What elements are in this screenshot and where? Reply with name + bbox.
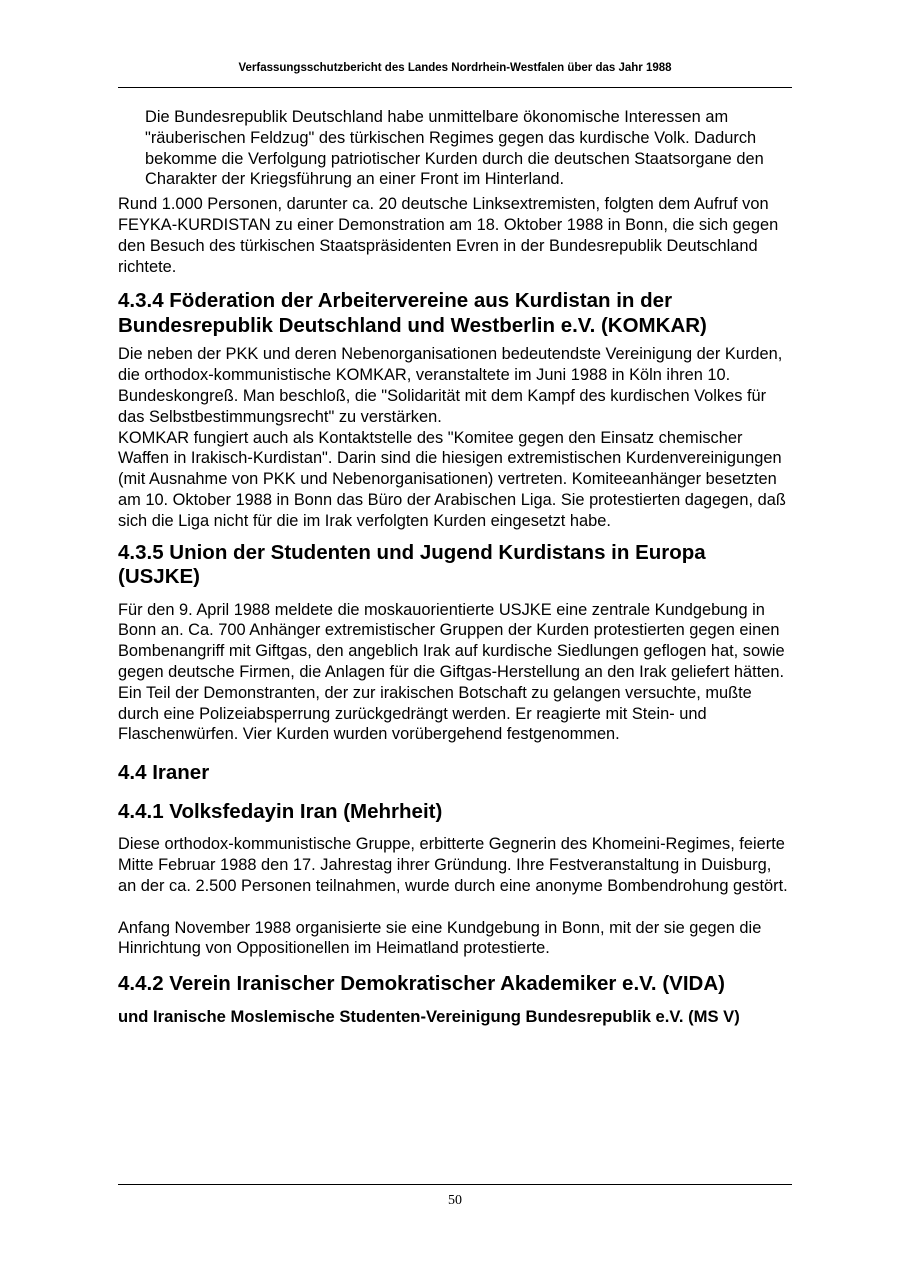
footer-rule <box>118 1184 792 1185</box>
page-number: 50 <box>448 1193 462 1208</box>
paragraph-feyka: Rund 1.000 Personen, darunter ca. 20 deutsche Linksextremisten, folgten dem Aufruf von FEYKA-KURDISTAN zu einer Demonstration am 18. Oktober 1988 in Bonn, die sich gegen den Besuch des türkischen Staatspräsidenten Evren in der Bundesrepublik Deutschland richtete. <box>118 195 779 276</box>
running-header: Verfassungsschutzbericht des Landes Nordrhein-Westfalen über das Jahr 1988 <box>238 62 672 74</box>
heading-komkar: 4.3.4 Föderation der Arbeitervereine aus Kurdistan in der Bundesrepublik Deutschland und Westberlin e.V. (KOMKAR) <box>118 289 707 337</box>
header-rule <box>118 87 792 88</box>
heading-volksfedayin: 4.4.1 Volksfedayin Iran (Mehrheit) <box>118 799 443 823</box>
heading-iraner: 4.4 Iraner <box>118 761 210 785</box>
heading-vida: 4.4.2 Verein Iranischer Demokratischer Akademiker e.V. (VIDA) <box>118 972 725 996</box>
subheading-msv: und Iranische Moslemische Studenten-Vereinigung Bundesrepublik e.V. (MS V) <box>118 1006 740 1026</box>
paragraph-volksfedayin-1: Diese orthodox-kommunistische Gruppe, erbitterte Gegnerin des Khomeini-Regimes, feierte Mitte Februar 1988 den 17. Jahrestag ihrer Gründung. Ihre Festveranstaltung in Duisburg, an der ca. 2.500 Personen teilnahmen, wurde durch eine anonyme Bombendrohung gestört. <box>118 835 788 895</box>
heading-usjke: 4.3.5 Union der Studenten und Jugend Kurdistans in Europa (USJKE) <box>118 540 706 589</box>
paragraph-volksfedayin-2: Anfang November 1988 organisierte sie eine Kundgebung in Bonn, mit der sie gegen die Hinrichtung von Oppositionellen im Heimatland protestierte. <box>118 918 762 958</box>
page-body <box>118 107 792 1027</box>
paragraph-komkar-1: Die neben der PKK und deren Nebenorganisationen bedeutendste Vereinigung der Kurden, die orthodox-kommunistische KOMKAR, veranstaltete im Juni 1988 in Köln ihren 10. Bundeskongreß. Man beschloß, die "Solidarität mit dem Kampf des kurdischen Volkes für das Selbstbestimmungsrecht" zu verstärken. <box>118 345 783 426</box>
quoted-paragraph: Die Bundesrepublik Deutschland habe unmittelbare ökonomische Interessen am "räuberischen Feldzug" des türkischen Regimes gegen das kurdische Volk. Dadurch bekomme die Verfolgung patriotischer Kurden durch die deutschen Staatsorgane den Charakter der Kriegsführung an einer Front im Hinterland. <box>145 108 764 189</box>
paragraph-usjke: Für den 9. April 1988 meldete die moskauorientierte USJKE eine zentrale Kundgebung in Bonn an. Ca. 700 Anhänger extremistischer Gruppen der Kurden protestierten gegen einen Bombenangriff mit Giftgas, den angeblich Irak auf kurdische Siedlungen geflogen hat, sowie gegen deutsche Firmen, die Anlagen für die Giftgas-Herstellung an den Irak geliefert hätten. Ein Teil der Demonstranten, der zur irakischen Botschaft zu gelangen versuchte, mußte durch eine Polizeiabsperrung zurückgedrängt werden. Er reagierte mit Stein- und Flaschenwürfen. Vier Kurden wurden vorübergehend festgenommen. <box>118 600 785 744</box>
paragraph-komkar-2: KOMKAR fungiert auch als Kontaktstelle des "Komitee gegen den Einsatz chemischer Waffen in Irakisch-Kurdistan". Darin sind die hiesigen extremistischen Kurdenvereinigungen (mit Ausnahme von PKK und Nebenorganisationen) vertreten. Komiteeanhänger besetzten am 10. Oktober 1988 in Bonn das Büro der Arabischen Liga. Sie protestierten dagegen, daß sich die Liga nicht für die im Irak verfolgten Kurden eingesetzt habe. <box>118 428 786 530</box>
